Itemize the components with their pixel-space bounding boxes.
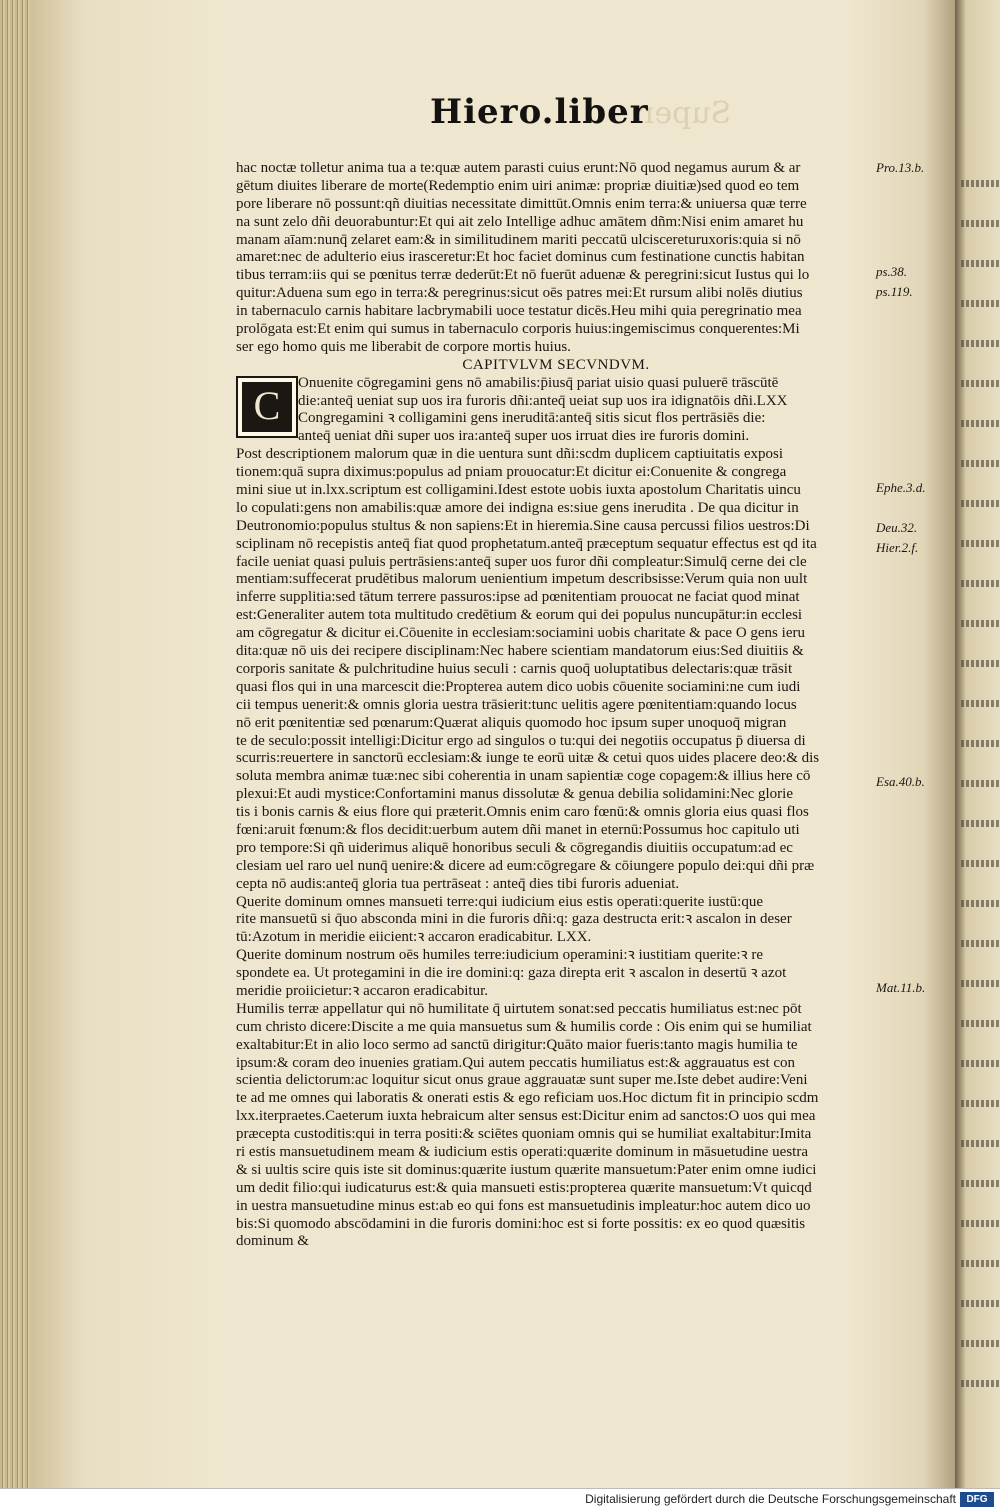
text-line: quitur:Aduena sum ego in terra:& peregrinus:sicut oēs patres mei:Et rursum alibi nolēs diutius (236, 285, 803, 302)
ghost-text (961, 900, 1000, 907)
ghost-text (961, 700, 1000, 707)
text-line: meridie proiicietur:ꝛ accaron eradicabitur. (236, 982, 488, 999)
body-text (236, 160, 876, 1251)
text-line: pore liberare nō possunt:qñ diuitias necessitate dimittūt.Omnis enim terra:& uniuersa quæ terre (236, 195, 807, 212)
text-line: est:Generaliter autem tota multitudo credētium & eorum qui dei populus nuncupātur:in ecclesi (236, 607, 803, 624)
footer-credit: Digitalisierung gefördert durch die Deutsche Forschungsgemeinschaft (585, 1492, 956, 1506)
ghost-text (961, 580, 1000, 587)
margin-note: Mat.11.b. (876, 980, 926, 995)
ghost-text (961, 380, 1000, 387)
ghost-text (961, 1260, 1000, 1267)
margin-note: Pro.13.b. (876, 160, 925, 175)
initial-letter: C (242, 382, 292, 432)
text-line: die:anteq̄ ueniat sup uos ira furoris dñi:anteq̄ ueiat sup uos ira idignatōis dñi.LXX (298, 392, 788, 409)
text-line: Onuenite cōgregamini gens nō amabilis:p̄iusq̄ pariat uisio quasi puluerē trāscūtē (298, 374, 779, 391)
text-line: clesiam uel raro uel nunq̄ uenire:& dicere ad eum:cōgregare & cōiungere populo dei:qui dñi præ (236, 857, 815, 874)
ghost-text (961, 500, 1000, 507)
text-line: te de seculo:possit intelligi:Dicitur ergo ad singulos o tu:qui dei negotiis occupatus p̄ diuersa di (236, 732, 806, 749)
ghost-text (961, 780, 1000, 787)
text-line: ri estis mansuetudinem meam & iudicium estis operati:quærite dominum in māsuetudine uestra (236, 1143, 808, 1160)
ghost-text (961, 180, 1000, 187)
text-line: ipsum:& coram deo inuenies gratiam.Qui autem peccatis humiliatus est:& aggrauatus est con (236, 1054, 796, 1071)
ghost-text (961, 340, 1000, 347)
margin-note: Hier.2.f. (876, 540, 919, 555)
text-line: ser ego homo quis me liberabit de corpore mortis huius. (236, 338, 571, 355)
text-line: sciplinam nō recepistis anteq̄ fiat quod prophetatum.anteq̄ præceptum sequatur effectus est qd ita (236, 535, 817, 552)
text-line: na sunt zelo dñi deuorabuntur:Et qui ait zelo Intellige adhuc amātem dñm:Nisi enim amaret hu (236, 213, 804, 230)
text-line: lo copulati:gens non amabilis:quæ amore dei indigna es:siue gens inerudita . De qua dicitur in (236, 499, 799, 516)
text-line: fœni:aruit fœnum:& flos decidit:uerbum autem dñi manet in eternū:Possumus hoc capitulo uti (236, 821, 800, 838)
text-line: manam aīam:nunq̄ zelaret eam:& in similitudinem mariti peccatū ulciscereturuxoris:quia si nō (236, 231, 801, 248)
text-line: te ad me omnes qui laboratis & onerati estis & ego reficiam uos.Hoc dictum fit in principio scdm (236, 1090, 819, 1107)
text-line: mini siue ut in.lxx.scriptum est colligamini.Idest estote uobis iuxta apostolum Charitatis uincu (236, 482, 801, 499)
ghost-text (961, 980, 1000, 987)
text-line: spondete ea. Ut protegamini in die ire domini:q: gaza direpta erit ꝛ ascalon in desertū ꝛ azot (236, 965, 787, 982)
text-line: Deutronomio:populus stultus & non sapiens:Et in hieremia.Sine causa percussi filios uestros:Di (236, 517, 810, 534)
margin-note: Esa.40.b. (876, 774, 925, 789)
ghost-text (961, 1060, 1000, 1067)
running-header: Hiero.liber (430, 92, 649, 132)
margin-note: Ephe.3.d. (876, 480, 926, 495)
text-line: exaltabitur:Et in alio loco sermo ad sanctū dirigitur:Quāto maior fueris:tanto magis humilia te (236, 1036, 798, 1053)
ghost-text (961, 1220, 1000, 1227)
text-line: nō erit pœnitentiæ sed pœnarum:Quærat aliquis quomodo hoc ipsum super unoquoq̄ migran (236, 714, 787, 731)
text-line: Humilis terræ appellatur qui nō humilitate q̄ uirtutem sonat:sed peccatis humiliatus est:nec pōt (236, 1000, 802, 1017)
text-line: prolōgata est:Et enim qui sumus in tabernaculo corporis huius:ingemiscimus conquerentes:Mi (236, 321, 800, 338)
text-line: cepta nō audis:anteq̄ gloria tua pertrāseat : anteq̄ dies tibi furoris adueniat. (236, 875, 680, 892)
text-line: cum christo dicere:Discite a me quia mansuetus sum & humilis corde : Ois enim qui se humiliat (236, 1018, 812, 1035)
ghost-text (961, 1140, 1000, 1147)
text-line: Post descriptionem malorum quæ in die uentura sunt dñi:scdm duplicem captiuitatis exposi (236, 446, 784, 463)
text-line: tionem:quā supra diximus:populus ad pniam prouocatur:Et dicitur ei:Conuenite & congrega (236, 464, 787, 481)
ghost-text (961, 860, 1000, 867)
ghost-text (961, 1100, 1000, 1107)
margin-note: Deu.32. (876, 520, 918, 535)
footer-bar (0, 1488, 1000, 1511)
text-line: facile ueniat quasi puluis pertrāsiens:anteq̄ super uos furor dñi compleatur:Simulq̄ cerne dei cle (236, 553, 807, 570)
ghost-text (961, 1300, 1000, 1307)
text-line: pro tempore:Si qñ uiderimus aliquē honoribus seculi & cōgregandis diuitiis occupatum:ad ec (236, 839, 793, 856)
text-line: tibus terram:iis qui se pœnitus terræ dederūt:Et nō fuerūt aduenæ & peregrini:sicut Iustus qui lo (236, 267, 810, 284)
text-line: quasi flos qui in una marcescit die:Propterea autem dico uobis cōuenite sociamini:ne cum iudi (236, 678, 801, 695)
text-line: plexui:Et audi mystice:Confortamini manus dissolutæ & genua debilia solidamini:Nec glorie (236, 786, 793, 803)
text-line: cii tempus uenerit:& omnis gloria uestra trāsierit:tunc uelitis agere pœnitentiam:quando locus (236, 696, 797, 713)
ghost-text (961, 1180, 1000, 1187)
ghost-text (961, 220, 1000, 227)
ghost-text (961, 260, 1000, 267)
text-line: Querite dominum nostrum oēs humiles terre:iudicium operamini:ꝛ iustitiam querite:ꝛ re (236, 947, 764, 964)
right-page-edge (955, 0, 1000, 1488)
text-line: scientia delictorum:ac loquitur sicut onus graue aggrauatæ sunt super me.Iste debet audire:Veni (236, 1072, 808, 1089)
text-line: tis i bonis carnis & eius flore qui præterit.Omnis enim caro fœnū:& omnis gloria eius quasi flos (236, 804, 809, 821)
ghost-text (961, 1020, 1000, 1027)
ghost-text (961, 460, 1000, 467)
ghost-text (961, 300, 1000, 307)
text-line: hac noctæ tolletur anima tua a te:quæ autem parasti cuius erunt:Nō quod negamus aurum & ar (236, 160, 801, 176)
margin-note: ps.119. (876, 284, 913, 299)
margin-note: ps.38. (876, 264, 908, 279)
dfg-logo: DFG (960, 1492, 994, 1507)
ghost-text (961, 660, 1000, 667)
text-line: scurris:reuertere in sanctorū ecclesiam:& iunge te eorū uitæ & cetui quos uides placere deo:& dis (236, 750, 820, 767)
text-line: Congregamini ꝛ colligamini gens ineruditā:anteq̄ sitis sicut flos pertrāsiēs die: (298, 410, 766, 427)
ghost-text (961, 740, 1000, 747)
ghost-text (961, 820, 1000, 827)
text-line: am cōgregatur & dicitur ei.Cōuenite in ecclesiam:sociamini uobis charitate & pace O gens ieru (236, 625, 805, 642)
text-line: in uestra mansuetudine minus est:ab eo qui fons est mansuetudinis impleatur:hoc autem dico uo (236, 1197, 811, 1214)
text-line: lxx.iterpraetes.Caeterum iuxta hebraicum alter sensus est:Dicitur enim ad sanctos:O uos qui mea (236, 1108, 816, 1125)
text-line: & si uultis scire quis iste sit dominus:quærite iustum quærite mansuetum:Pater enim omne iudici (236, 1161, 817, 1178)
ghost-text (961, 620, 1000, 627)
text-line: dita:quæ nō uis dei recipere disciplinam:Nec habere scientiam mandatorum eius:Sed diuitiis & (236, 643, 804, 660)
text-line: mentiam:suffecerat prudētibus malorum uenientium impetum describsisse:Verum quia non uult (236, 571, 808, 588)
text-line: gētum diuites liberare de morte(Redemptio enim uiri animæ: propriæ diuitiæ)sed quod eo tem (236, 177, 800, 194)
ghost-text (961, 1380, 1000, 1387)
text-line: dominum & (236, 1233, 309, 1250)
ghost-text (961, 540, 1000, 547)
chapter-heading: CAPITVLVM SECVNDVM. (462, 356, 650, 373)
ghost-text (961, 940, 1000, 947)
text-line: corporis sanitate & pulchritudine huius seculi : carnis quoq̄ uoluptatibus delectaris:quæ trāsit (236, 660, 793, 677)
text-line: um dedit filio:qui iudicaturus est:& quia mansueti estis:propterea quærite mansuetum:Vt quicqd (236, 1179, 812, 1196)
text-line: anteq̄ ueniat dñi super uos ira:anteq̄ super uos irruat dies ire furoris domini. (298, 428, 750, 445)
text-line: tū:Azotum in meridie eiicient:ꝛ accaron eradicabitur. LXX. (236, 929, 592, 946)
ghost-text (961, 420, 1000, 427)
ghost-text (961, 1340, 1000, 1347)
text-line: præcepta custoditis:qui in terra positi:& sciētes quoniam omnis qui se humiliat exaltabitur:Imita (236, 1126, 812, 1143)
bleed-through-text: Super (640, 96, 732, 131)
text-line: soluta membra animæ tuæ:nec sibi coherentia in unam sapientiæ coge copagem:& illius here cō (236, 768, 811, 785)
text-line: inferre supplitia:sed tātum terrere passuros:ipse ad pœnitentiam prouocat ne faciat quod minat (236, 589, 800, 606)
text-line: amaret:nec de adulterio eius irasceretur:Et hoc faciet dominus cum festinatione cunctis habitan (236, 249, 805, 266)
text-line: bis:Si quomodo abscōdamini in die furoris domini:hoc est si forte possitis: ex eo quod quæsitis (236, 1215, 806, 1232)
text-line: rite mansuetū si q̄uo absconda mini in die furoris dñi:q: gaza destructa erit:ꝛ ascalon in deser (236, 911, 792, 928)
text-line: in tabernaculo carnis habitare lacbrymabili uoce testatur dicēs.Heu mihi quia peregrinatio mea (236, 303, 802, 320)
text-line: Querite dominum omnes mansueti terre:qui iudicium eius estis operati:querite iustū:que (236, 893, 763, 910)
